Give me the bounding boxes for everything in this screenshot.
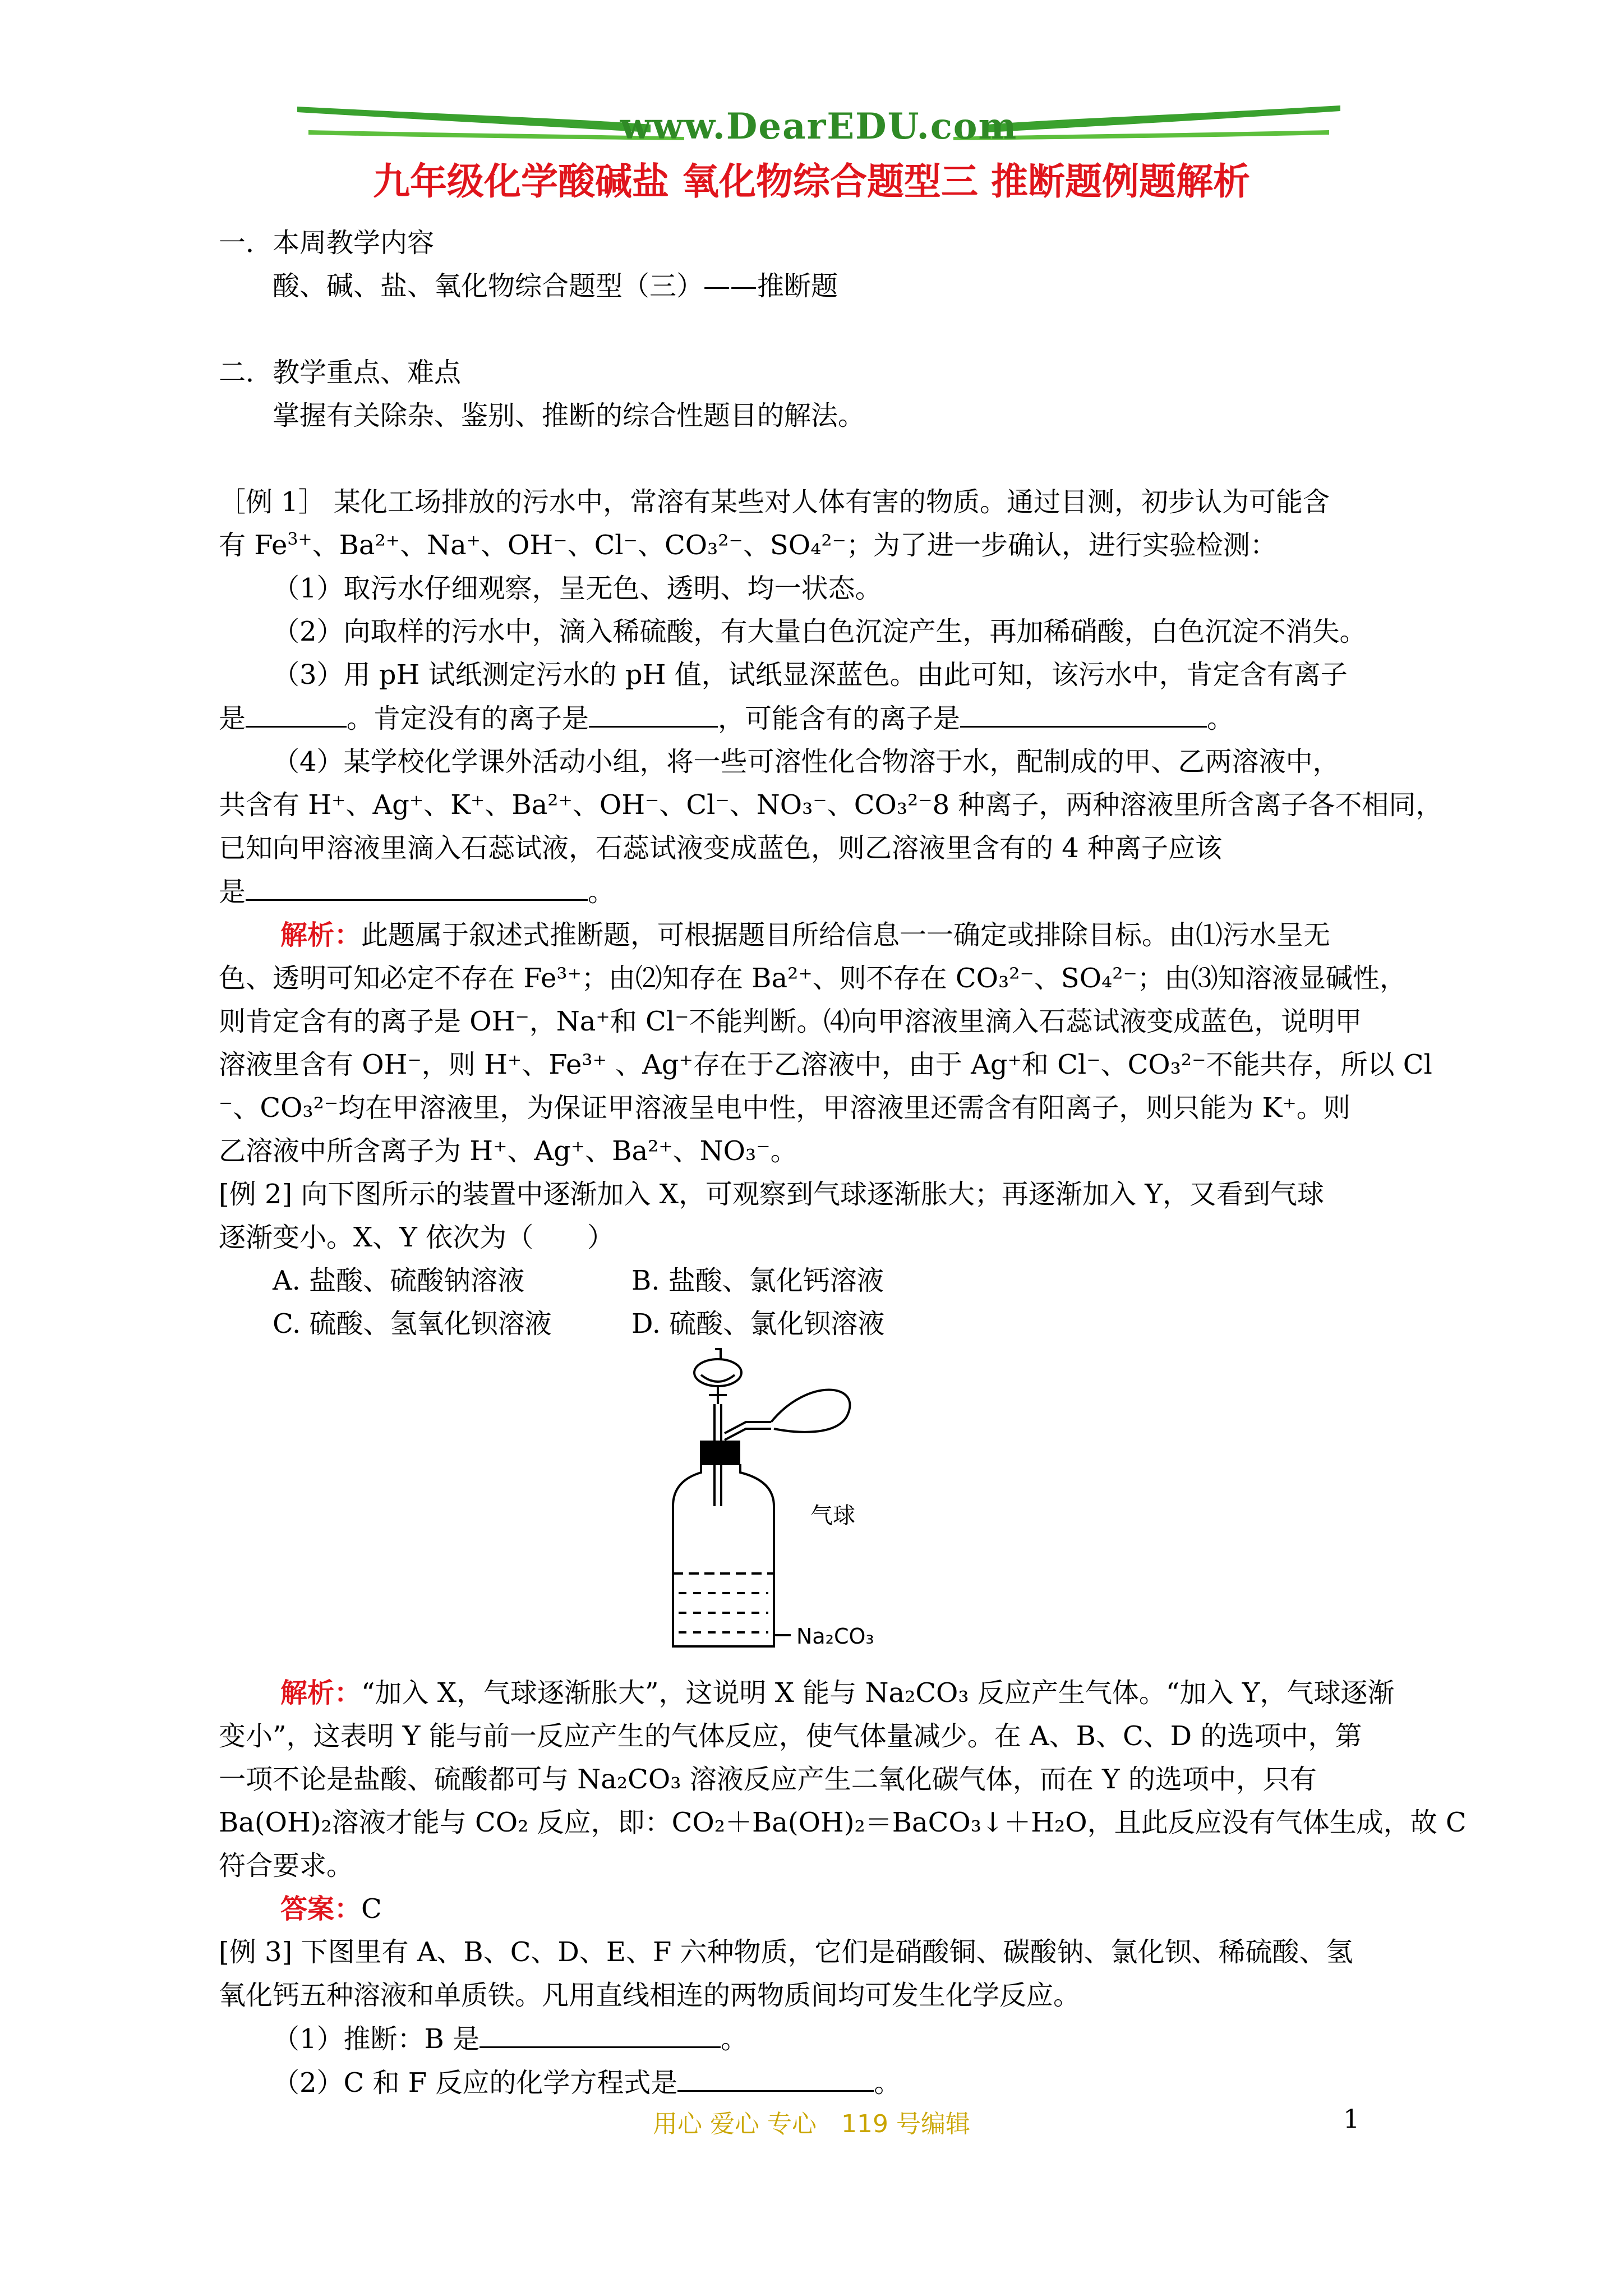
analysis-line: 变小”，这表明 Y 能与前一反应产生的气体反应，使气体量减少。在 A、B、C、D 的选项中，第 <box>219 1720 1362 1752</box>
section1-heading: 一．本周教学内容 <box>219 227 435 259</box>
document-body <box>219 222 1443 1346</box>
analysis-line: 溶液里含有 OH⁻，则 H⁺、Fe³⁺ 、Ag⁺存在于乙溶液中，由于 Ag⁺和 Cl⁻、CO₃²⁻不能共存，所以 Cl <box>219 1049 1432 1080</box>
option-c[interactable]: C. 硫酸、氢氧化钡溶液 <box>273 1308 552 1340</box>
analysis-label: 解析： <box>280 1677 362 1709</box>
document-body-continued <box>219 1672 1467 2105</box>
example1-step4-blank <box>219 870 1408 914</box>
text-fragment: （2）C 和 F 反应的化学方程式是 <box>273 2067 678 2099</box>
example1-step3: （3）用 pH 试纸测定污水的 pH 值，试纸显深蓝色。由此可知，该污水中，肯定含有离子 <box>273 659 1348 691</box>
analysis-text: 此题属于叙述式推断题，可根据题目所给信息一一确定或排除目标。由⑴污水呈无 <box>361 919 1331 951</box>
page-title: 九年级化学酸碱盐 氧化物综合题型三 推断题例题解析 <box>373 160 1250 203</box>
analysis-line: 一项不论是盐酸、硫酸都可与 Na₂CO₃ 溶液反应产生二氧化碳气体，而在 Y 的选项中，只有 <box>219 1764 1317 1795</box>
text-fragment: ，可能含有的离子是 <box>718 703 961 734</box>
balloon-label: 气球 <box>810 1503 855 1529</box>
answer-blank[interactable] <box>246 697 347 728</box>
apparatus-figure <box>662 1343 942 1663</box>
example3-intro: [例 3] 下图里有 A、B、C、D、E、F 六种物质，它们是硝酸铜、碳酸钠、氯化钡、稀硫酸、氢 <box>219 1936 1353 1968</box>
example1-step1: （1）取污水仔细观察，呈无色、透明、均一状态。 <box>273 573 882 604</box>
text-fragment: 是 <box>219 876 246 908</box>
analysis-text: “加入 X，气球逐渐胀大”，这说明 X 能与 Na₂CO₃ 反应产生气体。“加入 Y，气球逐渐 <box>361 1677 1395 1709</box>
example1-step2: （2）向取样的污水中，滴入稀硫酸，有大量白色沉淀产生，再加稀硝酸，白色沉淀不消失。 <box>273 616 1367 647</box>
answer-label: 答案： <box>280 1893 362 1925</box>
example1-step4: （4）某学校化学课外活动小组，将一些可溶性化合物溶于水，配制成的甲、乙两溶液中， <box>273 746 1340 777</box>
text-fragment: （1）推断：B 是 <box>273 2023 480 2055</box>
example2-answer <box>219 1888 1408 1931</box>
option-a[interactable]: A. 盐酸、硫酸钠溶液 <box>273 1265 525 1296</box>
analysis-line: ⁻、CO₃²⁻均在甲溶液里，为保证甲溶液呈电中性，甲溶液里还需含有阳离子，则只能为 K⁺。则 <box>219 1092 1350 1124</box>
text-fragment: 是 <box>219 703 246 734</box>
example2-question: 逐渐变小。X、Y 依次为（ ） <box>219 1222 615 1253</box>
flask-balloon-diagram <box>662 1343 942 1663</box>
options-row <box>219 1303 1408 1346</box>
text-fragment: 。肯定没有的离子是 <box>347 703 589 734</box>
site-url: www.DearEDU.com <box>620 105 1018 148</box>
example1-analysis <box>219 914 1408 957</box>
text-fragment: 。 <box>588 876 615 908</box>
example1-intro: ［例 1］ 某化工场排放的污水中，常溶有某些对人体有害的物质。通过目测，初步认为可能含 <box>219 486 1330 518</box>
section1-body: 酸、碱、盐、氧化物综合题型（三）——推断题 <box>273 270 838 302</box>
page-footer: 用心 爱心 专心 119 号编辑 <box>653 2110 970 2138</box>
answer-value: C <box>361 1893 382 1925</box>
text-fragment: 。 <box>874 2067 901 2099</box>
example2-analysis <box>219 1672 1408 1715</box>
section2-heading: 二．教学重点、难点 <box>219 357 462 388</box>
text-fragment: 。 <box>1207 703 1234 734</box>
analysis-line: 乙溶液中所含离子为 H⁺、Ag⁺、Ba²⁺、NO₃⁻。 <box>219 1135 797 1167</box>
section2-body: 掌握有关除杂、鉴别、推断的综合性题目的解法。 <box>273 400 865 431</box>
example1-ions: 有 $Fe^{3+}$、Ba²⁺、Na⁺、OH⁻、Cl⁻、CO₃²⁻、SO₄²⁻；为了进一步确认，进行实验检测： <box>219 530 1277 561</box>
analysis-line: 符合要求。 <box>219 1850 354 1881</box>
answer-blank[interactable] <box>677 2061 874 2092</box>
ions-list: 、Ba²⁺、Na⁺、OH⁻、Cl⁻、CO₃²⁻、SO₄²⁻；为了进一步确认，进行实验检测： <box>312 530 1277 561</box>
text-fragment: 。 <box>721 2023 748 2055</box>
option-b[interactable]: B. 盐酸、氯化钙溶液 <box>631 1265 884 1296</box>
example3-q2 <box>219 2061 1408 2105</box>
analysis-line: Ba(OH)₂溶液才能与 CO₂ 反应，即：CO₂＋Ba(OH)₂＝BaCO₃↓＋H₂O，且此反应没有气体生成，故 C <box>219 1807 1467 1838</box>
example1-step4-b: 共含有 H⁺、Ag⁺、K⁺、Ba²⁺、OH⁻、Cl⁻、NO₃⁻、CO₃²⁻8 种离子，两种溶液里所含离子各不相同， <box>219 789 1443 821</box>
analysis-line: 色、透明可知必定不存在 Fe³⁺；由⑵知存在 Ba²⁺、则不存在 CO₃²⁻、SO₄²⁻；由⑶知溶液显碱性， <box>219 963 1407 994</box>
example3-intro-b: 氧化钙五种溶液和单质铁。凡用直线相连的两物质间均可发生化学反应。 <box>219 1980 1081 2011</box>
example3-q1 <box>219 2017 1408 2061</box>
answer-blank[interactable] <box>960 697 1207 728</box>
answer-blank[interactable] <box>246 870 588 901</box>
example2-intro: [例 2] 向下图所示的装置中逐渐加入 X，可观察到气球逐渐胀大；再逐渐加入 Y，又看到气球 <box>219 1179 1324 1210</box>
option-d[interactable]: D. 硫酸、氯化钡溶液 <box>631 1308 885 1340</box>
example1-step3-blanks <box>219 697 1408 740</box>
answer-blank[interactable] <box>589 697 718 728</box>
example1-step4-c: 已知向甲溶液里滴入石蕊试液，石蕊试液变成蓝色，则乙溶液里含有的 4 种离子应该 <box>219 832 1223 864</box>
answer-blank[interactable] <box>479 2017 721 2048</box>
ions-prefix: 有 Fe <box>219 530 288 561</box>
analysis-label: 解析： <box>280 919 362 951</box>
sodium-carbonate-label: Na₂CO₃ <box>796 1624 874 1649</box>
analysis-line: 则肯定含有的离子是 OH⁻，Na⁺和 Cl⁻不能判断。⑷向甲溶液里滴入石蕊试液变成蓝色，说明甲 <box>219 1006 1362 1037</box>
options-row <box>219 1259 1408 1303</box>
page-number: 1 <box>1343 2104 1360 2134</box>
